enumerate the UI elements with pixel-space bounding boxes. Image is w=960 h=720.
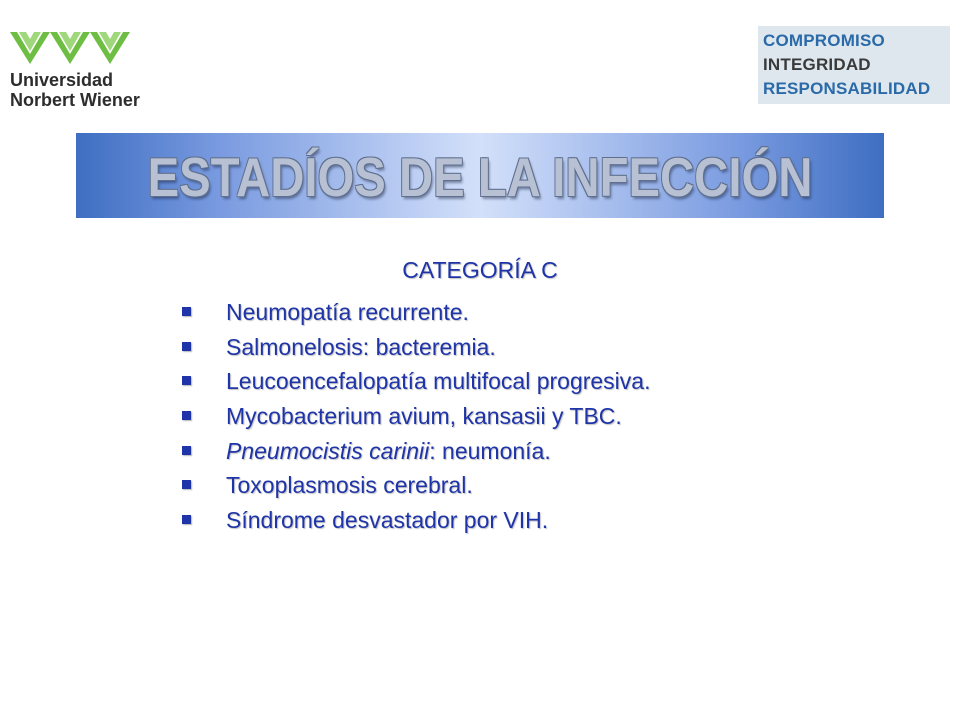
list-item: [180, 435, 650, 470]
university-name: [10, 70, 140, 110]
motto-box: [758, 26, 950, 104]
uwiener-chevron-logo-icon: [8, 26, 158, 70]
list-item-text: Toxoplasmosis cerebral.: [226, 472, 473, 499]
square-bullet-icon: [182, 480, 191, 489]
list-item-text: Síndrome desvastador por VIH.: [226, 507, 549, 534]
title-banner: [76, 133, 884, 218]
list-item: [180, 400, 650, 435]
university-name-line2: Norbert Wiener: [10, 90, 140, 110]
list-item-text: Mycobacterium avium, kansasii y TBC.: [226, 403, 622, 430]
list-item: [180, 365, 650, 400]
square-bullet-icon: [182, 307, 191, 316]
list-item: [180, 469, 650, 504]
list-item: [180, 504, 650, 539]
square-bullet-icon: [182, 515, 191, 524]
university-logo: [8, 26, 158, 116]
list-item: [180, 331, 650, 366]
square-bullet-icon: [182, 342, 191, 351]
condition-list: [180, 296, 650, 539]
square-bullet-icon: [182, 411, 191, 420]
list-item: [180, 296, 650, 331]
list-item-text: Leucoencefalopatía multifocal progresiva.: [226, 368, 651, 395]
motto-responsabilidad: RESPONSABILIDAD: [763, 79, 931, 98]
list-item-text: Neumopatía recurrente.: [226, 299, 469, 325]
list-item-text: : neumonía.: [429, 437, 551, 464]
slide-title: ESTADÍOS DE LA INFECCIÓN: [147, 146, 813, 208]
university-name-line1: Universidad: [10, 70, 114, 90]
square-bullet-icon: [182, 446, 191, 455]
motto-compromiso: COMPROMISO: [763, 31, 885, 50]
motto-integridad: INTEGRIDAD: [763, 55, 871, 74]
square-bullet-icon: [182, 376, 191, 385]
category-heading: CATEGORÍA C: [402, 257, 558, 283]
list-item-italic-text: Pneumocistis carinii: [226, 437, 430, 464]
list-item-text: Salmonelosis: bacteremia.: [226, 333, 496, 360]
